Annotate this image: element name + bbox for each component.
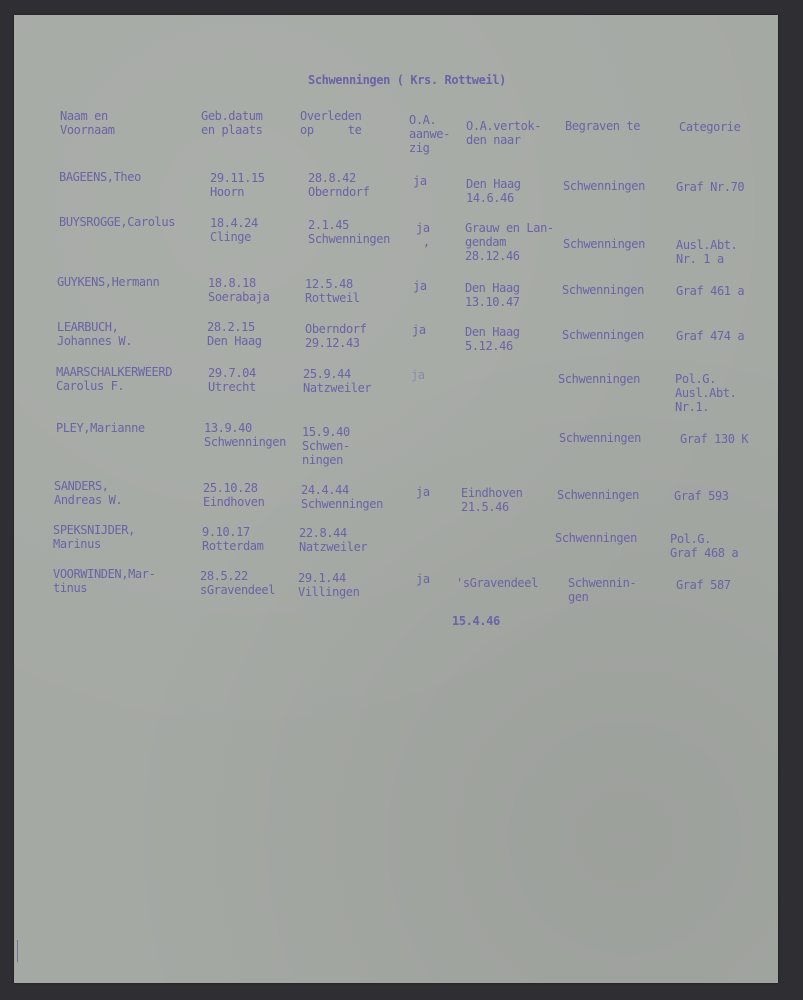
header-birth: Geb.datum en plaats: [201, 109, 263, 137]
row-6-buried: Schwenningen: [557, 488, 639, 502]
header-oa-present: O.A. aanwe- zig: [409, 113, 450, 155]
row-1-oa: ja ,: [416, 221, 430, 249]
row-6-moved: Eindhoven 21.5.46: [461, 486, 523, 514]
row-8-name: VOORWINDEN,Mar- tinus: [53, 567, 156, 595]
row-1-death: 2.1.45 Schwenningen: [308, 218, 390, 246]
row-1-name: BUYSROGGE,Carolus: [59, 215, 176, 229]
row-5-name: PLEY,Marianne: [56, 421, 145, 435]
row-1-category: Ausl.Abt. Nr. 1 a: [676, 238, 738, 266]
row-3-oa: ja: [412, 323, 426, 337]
row-4-name: MAARSCHALKERWEERD Carolus F.: [56, 365, 173, 393]
header-oa-moved: O.A.vertok- den naar: [466, 119, 542, 147]
row-3-moved: Den Haag 5.12.46: [465, 325, 520, 353]
row-0-name: BAGEENS,Theo: [59, 170, 141, 184]
header-name: Naam en Voornaam: [60, 109, 115, 137]
row-3-death: Oberndorf 29.12.43: [305, 322, 367, 350]
row-1-moved: Grauw en Lan- gendam 28.12.46: [465, 221, 554, 263]
row-0-buried: Schwenningen: [563, 179, 645, 193]
row-1-birth: 18.4.24 Clinge: [210, 216, 258, 244]
row-8-death: 29.1.44 Villingen: [298, 571, 360, 599]
row-8-buried: Schwennin- gen: [568, 576, 637, 604]
row-0-oa: ja: [413, 174, 427, 188]
row-5-buried: Schwenningen: [559, 431, 641, 445]
row-0-death: 28.8.42 Oberndorf: [308, 171, 370, 199]
row-6-name: SANDERS, Andreas W.: [54, 479, 123, 507]
row-2-oa: ja: [413, 279, 427, 293]
margin-mark: [17, 940, 18, 962]
row-6-birth: 25.10.28 Eindhoven: [203, 481, 265, 509]
row-2-moved: Den Haag 13.10.47: [465, 281, 520, 309]
row-7-buried: Schwenningen: [555, 531, 637, 545]
header-category: Categorie: [679, 120, 741, 134]
row-4-birth: 29.7.04 Utrecht: [208, 366, 256, 394]
row-3-buried: Schwenningen: [562, 328, 644, 342]
row-6-death: 24.4.44 Schwenningen: [301, 483, 383, 511]
row-7-death: 22.8.44 Natzweiler: [299, 526, 368, 554]
row-4-oa: ja: [411, 368, 425, 382]
row-2-birth: 18.8.18 Soerabaja: [208, 276, 270, 304]
row-8-moved: 'sGravendeel: [456, 576, 538, 590]
row-7-birth: 9.10.17 Rotterdam: [202, 525, 264, 553]
row-7-category: Pol.G. Graf 468 a: [670, 532, 739, 560]
row-4-category: Pol.G. Ausl.Abt. Nr.1.: [675, 372, 737, 414]
row-6-category: Graf 593: [674, 489, 729, 503]
row-6-oa: ja: [416, 485, 430, 499]
row-0-moved: Den Haag 14.6.46: [466, 177, 521, 205]
row-2-buried: Schwenningen: [562, 283, 644, 297]
row-2-name: GUYKENS,Hermann: [57, 275, 160, 289]
row-0-category: Graf Nr.70: [676, 180, 745, 194]
row-5-category: Graf 130 K: [680, 432, 749, 446]
document-title: Schwenningen ( Krs. Rottweil): [308, 73, 506, 87]
row-2-category: Graf 461 a: [676, 284, 745, 298]
row-2-death: 12.5.48 Rottweil: [305, 277, 360, 305]
row-3-birth: 28.2.15 Den Haag: [207, 320, 262, 348]
row-8-category: Graf 587: [676, 578, 731, 592]
row-0-birth: 29.11.15 Hoorn: [210, 171, 265, 199]
row-5-birth: 13.9.40 Schwenningen: [204, 421, 286, 449]
document-sheet: [14, 15, 778, 983]
header-death: Overleden op te: [300, 109, 362, 137]
row-1-buried: Schwenningen: [563, 237, 645, 251]
row-3-name: LEARBUCH, Johannes W.: [57, 320, 133, 348]
row-3-category: Graf 474 a: [676, 329, 745, 343]
row-4-death: 25.9.44 Natzweiler: [303, 367, 372, 395]
row-8-birth: 28.5.22 sGravendeel: [200, 569, 276, 597]
row-8-oa: ja: [416, 572, 430, 586]
header-buried: Begraven te: [565, 119, 641, 133]
row-5-death: 15.9.40 Schwen- ningen: [302, 425, 350, 467]
row-7-name: SPEKSNIJDER, Marinus: [53, 523, 135, 551]
footer-date: 15.4.46: [452, 614, 500, 628]
row-4-buried: Schwenningen: [558, 372, 640, 386]
